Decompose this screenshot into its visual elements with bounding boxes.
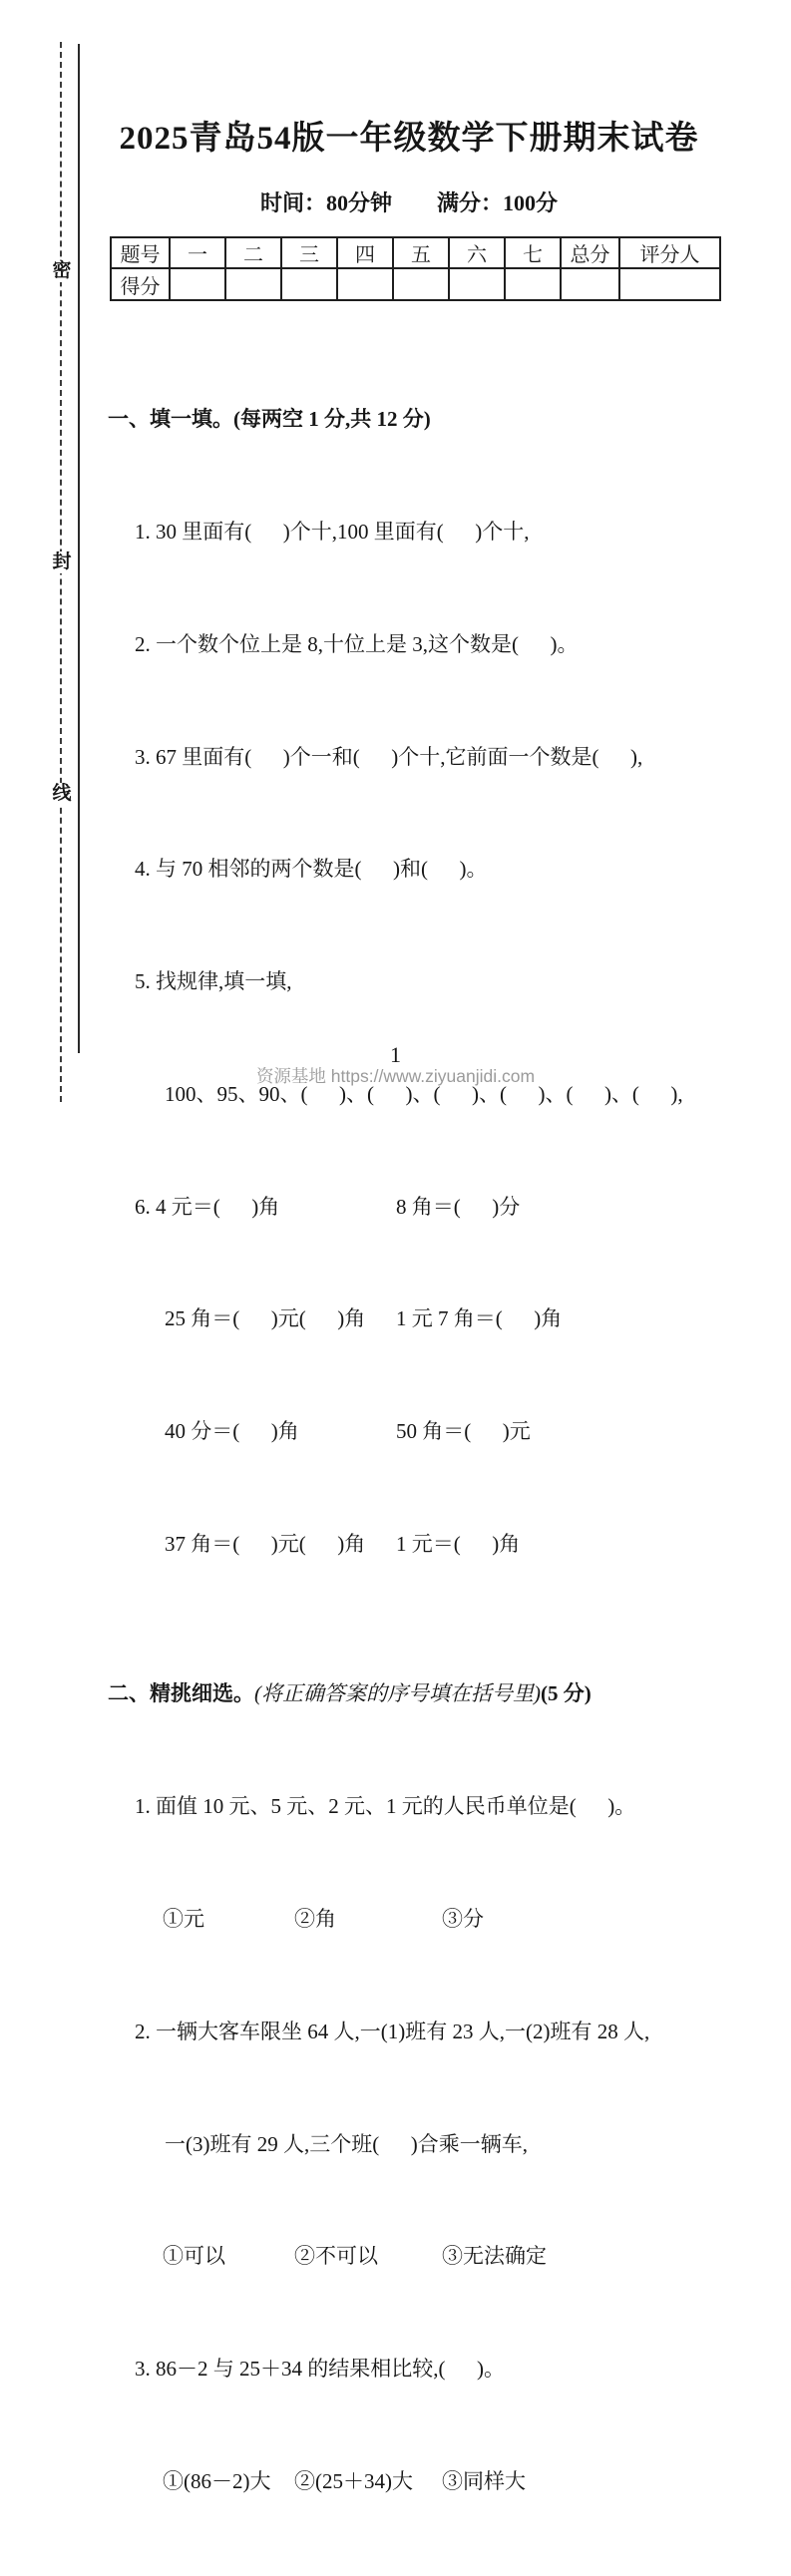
- page-number: 1: [390, 1042, 401, 1067]
- score-cell: [337, 268, 393, 300]
- q3-option-3: ③同样大: [442, 2468, 526, 2493]
- q2-option-3: ③无法确定: [442, 2244, 547, 2269]
- seal-solid-line: [78, 44, 80, 1053]
- q3-option-1: ①(86－2)大: [163, 2468, 271, 2493]
- fill-in-q6-row3: [108, 1413, 731, 1451]
- q6-r4-left: 37 角＝( )元( )角: [165, 1532, 366, 1556]
- score-cell: [561, 268, 619, 300]
- fill-in-q5: 5. 找规律,填一填,: [135, 969, 292, 994]
- q2-option-2: ②不可以: [294, 2244, 378, 2269]
- section-two-heading-note: (将正确答案的序号填在括号里): [254, 1681, 541, 1706]
- score-table: [110, 236, 721, 301]
- q1-option-2: ②角: [294, 1906, 336, 1931]
- full-score: 满分：100分: [437, 190, 559, 215]
- choice-q2-line2: 一(3)班有 29 人,三个班( )合乘一辆车,: [165, 2131, 528, 2156]
- score-cell: [505, 268, 561, 300]
- fill-in-q2: 2. 一个数个位上是 8,十位上是 3,这个数是( )。: [135, 631, 579, 656]
- score-row-label: 得分: [111, 268, 170, 300]
- score-cell: [393, 268, 449, 300]
- score-cell: [225, 268, 281, 300]
- q1-option-3: ③分: [442, 1906, 484, 1931]
- score-cell: [449, 268, 505, 300]
- score-header-tihao: 题号: [111, 237, 170, 268]
- page-title: 2025青岛54版一年级数学下册期末试卷: [119, 121, 699, 157]
- seal-char-xian: 线: [52, 783, 72, 804]
- seal-char-feng: 封: [52, 552, 72, 572]
- score-table-header-row: [111, 237, 720, 268]
- score-header-4: 四: [337, 237, 393, 268]
- fill-in-q6-row4: [108, 1526, 731, 1564]
- score-header-3: 三: [281, 237, 337, 268]
- q6-r3-left: 40 分＝( )角: [165, 1419, 299, 1444]
- fill-in-q3: 3. 67 里面有( )个一和( )个十,它前面一个数是( ),: [135, 744, 643, 769]
- fill-in-q6-row1: [108, 1189, 731, 1227]
- q6-r1-left: 6. 4 元＝( )角: [135, 1194, 280, 1219]
- fill-in-q4: 4. 与 70 相邻的两个数是( )和( )。: [135, 857, 488, 882]
- score-header-7: 七: [505, 237, 561, 268]
- score-header-1: 一: [170, 237, 225, 268]
- section-two-heading: [108, 1675, 731, 1713]
- score-header-5: 五: [393, 237, 449, 268]
- score-header-total: 总分: [561, 237, 619, 268]
- q3-option-2: ②(25＋34)大: [294, 2468, 413, 2493]
- choice-q2-options: [108, 2238, 731, 2276]
- choice-q1: 1. 面值 10 元、5 元、2 元、1 元的人民币单位是( )。: [135, 1794, 636, 1819]
- score-cell: [170, 268, 225, 300]
- q2-option-1: ①可以: [163, 2244, 225, 2269]
- score-header-2: 二: [225, 237, 281, 268]
- time-limit: 时间：80分钟: [259, 190, 392, 215]
- score-table-score-row: [111, 268, 720, 300]
- fill-in-q6-row2: [108, 1300, 731, 1338]
- seal-char-mi: 密: [52, 260, 72, 281]
- choice-q3: 3. 86－2 与 25＋34 的结果相比较,( )。: [135, 2357, 505, 2382]
- score-header-6: 六: [449, 237, 505, 268]
- q6-r4-right: 1 元＝( )角: [396, 1532, 521, 1556]
- q6-r3-right: 50 角＝( )元: [396, 1419, 531, 1444]
- fill-in-q5-sequence: 100、95、90、( )、( )、( )、( )、( )、( ),: [165, 1081, 683, 1106]
- q6-r2-right: 1 元 7 角＝( )角: [396, 1306, 563, 1331]
- q1-option-1: ①元: [163, 1906, 204, 1931]
- source-credit: 资源基地 https://www.ziyuanjidi.com: [255, 1066, 536, 1086]
- score-cell: [281, 268, 337, 300]
- q6-r2-left: 25 角＝( )元( )角: [165, 1306, 366, 1331]
- section-one-heading: 一、填一填。(每两空 1 分,共 12 分): [108, 407, 431, 432]
- section-two-heading-main: 二、精挑细选。: [108, 1681, 254, 1706]
- exam-meta: [100, 186, 718, 217]
- choice-q2-line1: 2. 一辆大客车限坐 64 人,一(1)班有 23 人,一(2)班有 28 人,: [135, 2019, 650, 2043]
- q6-r1-right: 8 角＝( )分: [396, 1194, 521, 1219]
- score-header-grader: 评分人: [619, 237, 720, 268]
- fill-in-q1: 1. 30 里面有( )个十,100 里面有( )个十,: [135, 519, 530, 544]
- choice-q1-options: [108, 1901, 731, 1939]
- section-two-heading-points: (5 分): [541, 1681, 592, 1706]
- question-area: [108, 326, 731, 2576]
- choice-q3-options: [108, 2463, 731, 2501]
- score-cell: [619, 268, 720, 300]
